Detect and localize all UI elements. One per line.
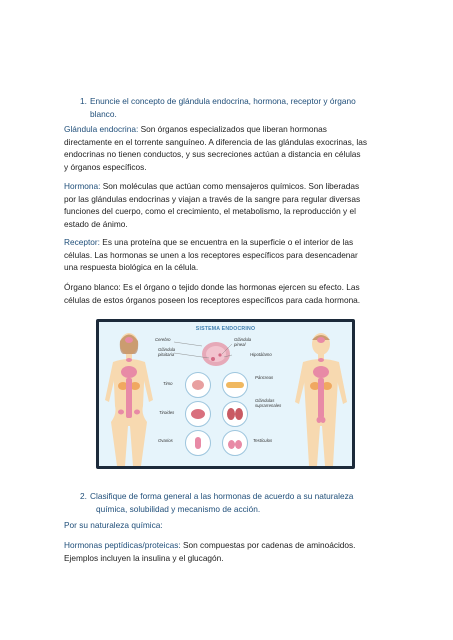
female-body-illustration [105, 333, 153, 466]
definition-hormona [64, 180, 394, 230]
definition-receptor-line-1: Es una proteína que se encuentra en la superficie o el interior de las [99, 237, 354, 247]
question-1-line-2: blanco. [90, 108, 117, 119]
definition-organo-line-2: células de estos órganos poseen los receptores específicos para cada hormona. [64, 294, 361, 305]
thyroid-circle [185, 401, 211, 427]
ovaries-icon [195, 437, 201, 449]
definition-hormona-line-4: estado de ánimo. [64, 218, 128, 229]
definition-glandula-line-3: endocrinas no tienen conductos, y sus secreciones actúan a distancia en células [64, 149, 361, 160]
label-suprarrenales-1: Glándulas [255, 398, 275, 403]
label-glandula-pineal-1: Glándula [234, 337, 252, 342]
peptidicas-line-2: Ejemplos incluyen la insulina y el glucagón. [64, 552, 224, 563]
label-tiroides: Tiroides [159, 410, 175, 415]
adrenal-right-icon [235, 408, 243, 420]
definition-hormona-line-3: funciones del cuerpo, como el crecimiento, el metabolismo, la reproducción y el [64, 206, 356, 217]
brain-illustration [202, 342, 230, 366]
term-receptor: Receptor: [64, 237, 100, 247]
definition-receptor-line-2: células. Las hormonas se unen a los receptores específicos para desencadenar [64, 249, 358, 260]
question-2-line-2: química, solubilidad y mecanismo de acción. [96, 503, 261, 514]
adrenal-circle [222, 401, 248, 427]
testicle-right-icon [235, 440, 242, 449]
question-2-number: 2. [80, 491, 87, 501]
question-1 [68, 95, 388, 120]
question-2-line-1: Clasifique de forma general a las hormonas de acuerdo a su naturaleza [90, 491, 354, 501]
label-testiculos: Testículos [253, 438, 273, 443]
definition-organo-blanco [64, 281, 394, 306]
definition-glandula-line-1: Son órganos especializados que liberan hormonas [138, 124, 327, 134]
figure-background [99, 322, 352, 466]
definition-glandula-line-2: directamente en el torrente sanguíneo. A diferencia de las glándulas exocrinas, las [64, 136, 368, 147]
definition-glandula-line-4: y órganos específicos. [64, 161, 147, 172]
pancreas-icon [226, 382, 244, 388]
term-hormona: Hormona: [64, 181, 101, 191]
definition-hormona-line-1: Son moléculas que actúan como mensajeros químicos. Son liberadas [100, 181, 360, 191]
ovaries-circle [185, 430, 211, 456]
label-pancreas: Páncreas [255, 375, 274, 380]
adrenal-left-icon [227, 408, 235, 420]
definition-glandula [64, 123, 394, 173]
thymus-icon [192, 380, 204, 390]
label-cerebro: Cerebro [155, 337, 171, 342]
label-suprarrenales-2: suprarrenales [255, 403, 282, 408]
label-glandula-pituitaria-2: pituitaria [158, 352, 175, 357]
testicle-left-icon [228, 440, 235, 449]
term-peptidicas: Hormonas peptídicas/proteicas: [64, 540, 181, 550]
question-1-line-1: Enuncie el concepto de glándula endocrina, hormona, receptor y órgano [90, 96, 356, 106]
testicles-circle [222, 430, 248, 456]
label-timo: Timo [163, 381, 173, 386]
definition-hormona-line-2: por las glándulas endocrinas y viajan a través de la sangre para regular diversas [64, 193, 361, 204]
label-glandula-pituitaria-1: Glándula [158, 347, 176, 352]
label-ovarios: Ovarios [158, 438, 173, 443]
classification-peptidicas [64, 539, 394, 564]
term-glandula: Glándula endocrina: [64, 124, 139, 134]
label-hipotalamo: Hipotálamo [250, 352, 272, 357]
figure-title: SISTEMA ENDOCRINO [195, 326, 256, 332]
thymus-circle [185, 372, 211, 398]
endocrine-system-figure [96, 319, 355, 469]
thyroid-icon [191, 409, 205, 419]
label-glandula-pineal-2: pineal [234, 342, 246, 347]
definition-receptor-line-3: una respuesta biológica en la célula. [64, 262, 199, 273]
definition-receptor [64, 236, 394, 274]
male-body-illustration [295, 333, 347, 466]
question-2 [68, 490, 388, 515]
definition-organo-line-1: Es el órgano o tejido donde las hormonas ejercen su efecto. Las [120, 282, 360, 292]
peptidicas-line-1: Son compuestas por cadenas de aminoácidos. [180, 540, 356, 550]
classification-heading: Por su naturaleza química: [64, 520, 163, 530]
pancreas-circle [222, 372, 248, 398]
question-1-number: 1. [80, 96, 87, 106]
term-organo-blanco: Órgano blanco: [64, 282, 121, 292]
